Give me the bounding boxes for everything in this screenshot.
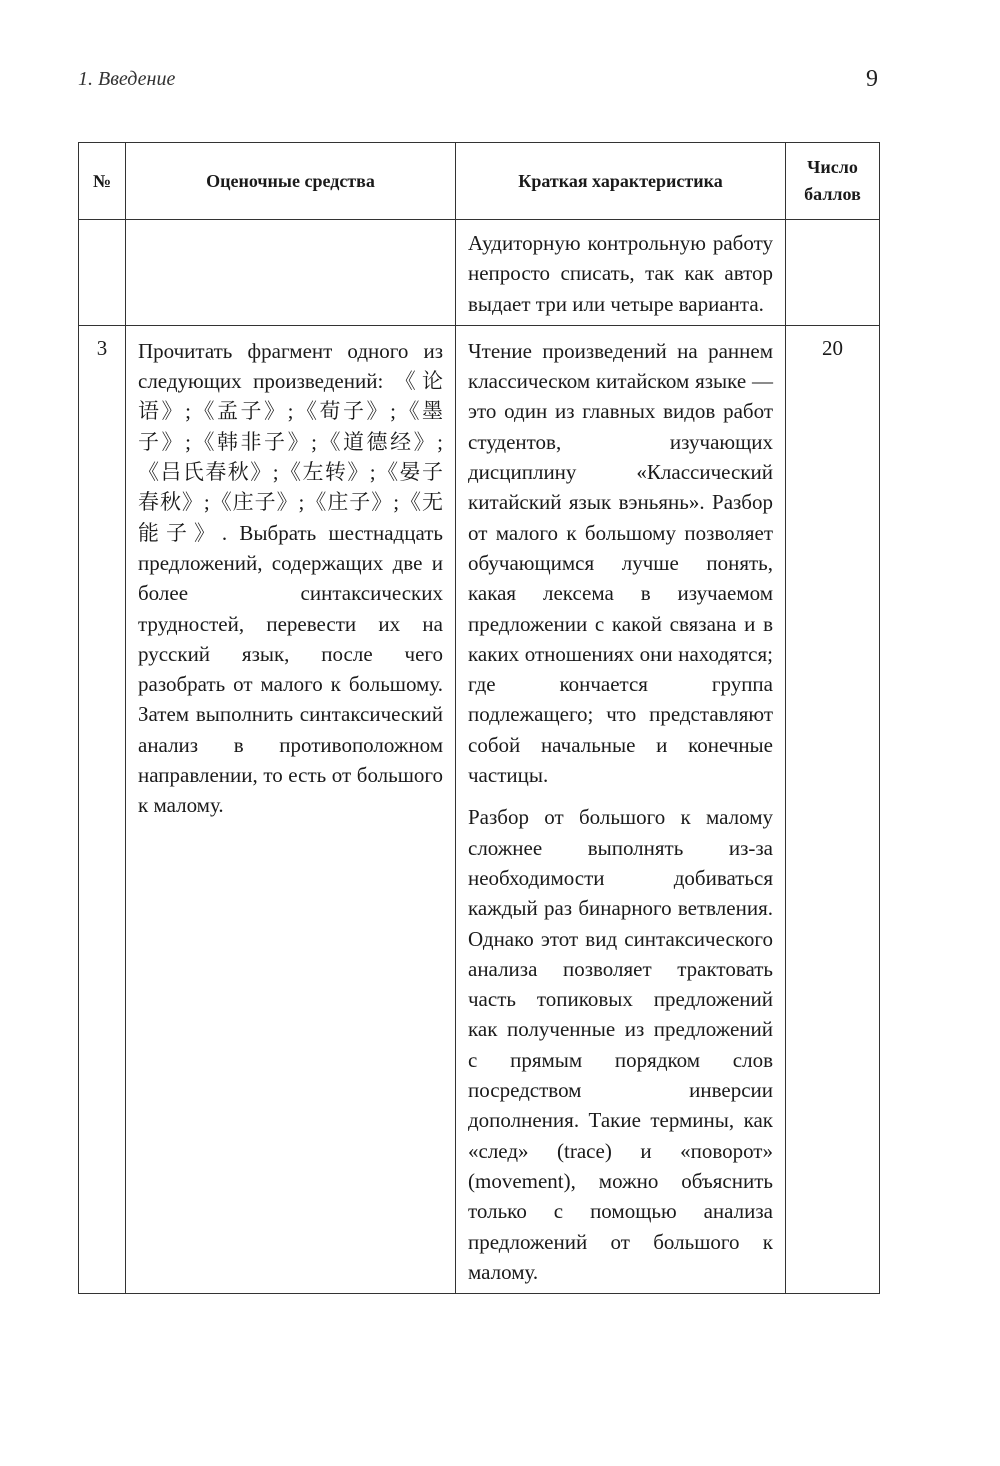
cell-score (786, 220, 880, 326)
running-head: 1. Введение (78, 68, 176, 90)
cell-number: 3 (79, 325, 126, 1293)
table-row-3 (79, 325, 880, 1293)
cell-number (79, 220, 126, 326)
cell-description (456, 220, 786, 326)
cell-tools (126, 220, 456, 326)
description-paragraph-2: Разбор от большого к малому сложнее выполнять из-за необходимости добиваться каждый раз бинарного ветвления. Однако этот вид синтаксического анализа позволяет трактовать часть топиковых предложений как полученные из предложений с прямым порядком слов посредством инверсии дополнения. Такие термины, как «след» (trace) и «поворот» (movement), можно объяснить только с помощью анализа предложений от большого к малому. (468, 805, 773, 1284)
assessment-table (78, 142, 880, 1294)
column-header-number: № (79, 143, 126, 220)
cell-description (456, 325, 786, 1293)
description-paragraph-1: Чтение произведений на раннем классическом китайском языке — это один из главных видов работ студентов, изучающих дисциплину «Классический китайский язык вэньянь». Разбор от малого к большому позволяет обучающимся лучше понять, какая лексема в изучаемом предложении с какой связана и в каких отношениях они находятся; где кончается группа подлежащего; что представляют собой начальные и конечные частицы. (468, 338, 773, 788)
tools-paragraph: Прочитать фрагмент одного из следующих произведений: 《论语》;《孟子》;《荀子》;《墨子》;《韩非子》;《道德经》;《吕氏春秋》;《左转》;《晏子春秋》;《庄子》;《庄子》;《无能子》. Выбрать шестнадцать предложений, содержащих две и более синтаксических трудностей, перевести их на русский язык, после чего разобрать от малого к большому. Затем выполнить синтаксический анализ в противоположном направлении, то есть от большого к малому. (138, 338, 443, 818)
table-row-continuation (79, 220, 880, 326)
page-number: 9 (866, 66, 878, 92)
table-header-row (79, 143, 880, 220)
column-header-score: Число баллов (786, 143, 880, 220)
description-paragraph: Аудиторную контрольную работу непросто списать, так как автор выдает три или четыре варианта. (468, 231, 773, 316)
cell-tools (126, 325, 456, 1293)
column-header-tools: Оценочные средства (126, 143, 456, 220)
cell-score: 20 (786, 325, 880, 1293)
column-header-description: Краткая характеристика (456, 143, 786, 220)
